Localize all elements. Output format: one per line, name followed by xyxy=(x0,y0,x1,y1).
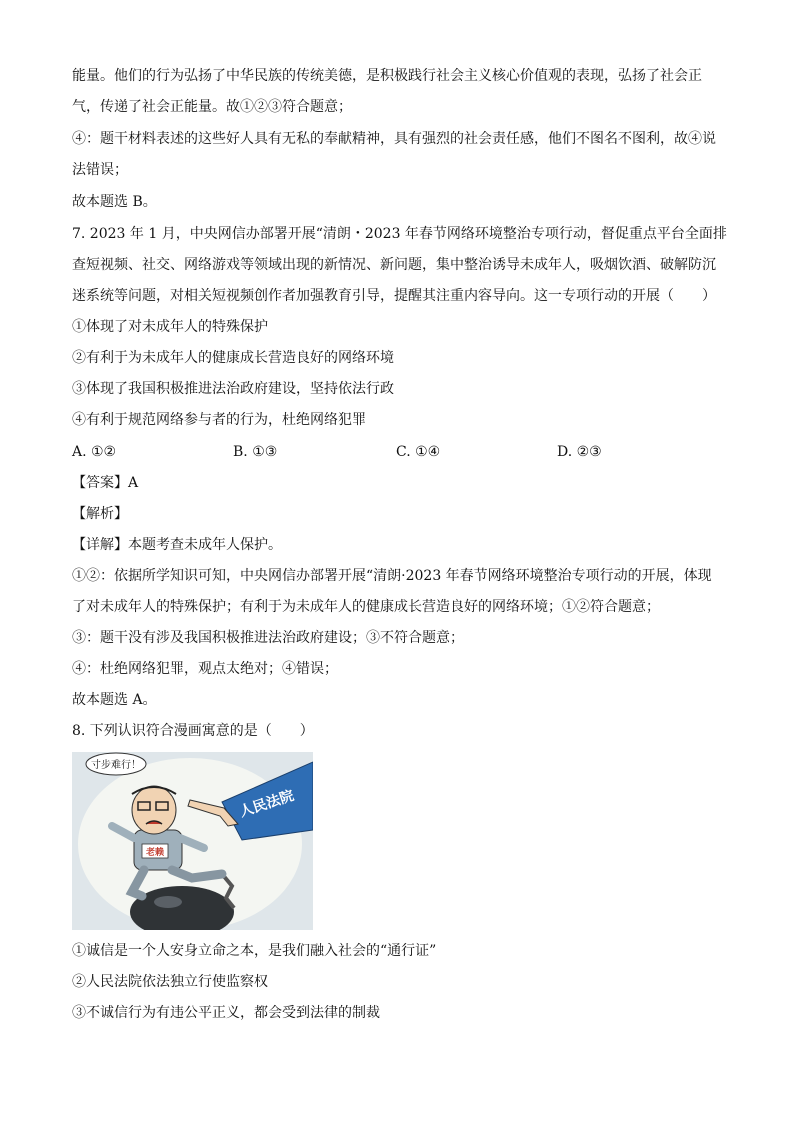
option-d: D. ②③ xyxy=(557,444,602,460)
question-8-item: ①诚信是一个人安身立命之本，是我们融入社会的“通行证” xyxy=(72,943,437,959)
analysis-text-line: 法错误； xyxy=(72,162,128,178)
option-b: B. ①③ xyxy=(233,444,278,460)
cartoon-image xyxy=(72,752,313,930)
option-a: A. ①② xyxy=(72,444,117,460)
analysis-text-line: 气，传递了社会正能量。故①②③符合题意； xyxy=(72,99,352,115)
question-7-item: ②有利于为未成年人的健康成长营造良好的网络环境 xyxy=(72,350,394,366)
question-7-item: ①体现了对未成年人的特殊保护 xyxy=(72,319,268,335)
explanation-line: ①②：依据所学知识可知，中央网信办部署开展“清朗·2023 年春节网络环境整治专项行动的开展，体现 xyxy=(72,568,712,584)
conclusion-text: 故本题选 B。 xyxy=(72,194,157,210)
explanation-line: ③：题干没有涉及我国积极推进法治政府建设；③不符合题意； xyxy=(72,630,464,646)
speech-bubble xyxy=(86,753,146,775)
conclusion-text: 故本题选 A。 xyxy=(72,692,157,708)
question-7-stem: 查短视频、社交、网络游戏等领域出现的新情况、新问题，集中整治诱导未成年人，吸烟饮酒、破解防沉 xyxy=(72,257,716,273)
question-8-item: ②人民法院依法独立行使监察权 xyxy=(72,974,268,990)
badge-text: 老赖 xyxy=(145,848,165,858)
sleeve-text: 人民法院 xyxy=(237,787,296,821)
question-7-stem: 7. 2023 年 1 月，中央网信办部署开展“清朗・2023 年春节网络环境整治专项行动，督促重点平台全面排 xyxy=(72,226,727,242)
answer-line: 【答案】A xyxy=(72,475,139,491)
question-7-item: ④有利于规范网络参与者的行为，杜绝网络犯罪 xyxy=(72,412,366,428)
analysis-text-line: 能量。他们的行为弘扬了中华民族的传统美德，是积极践行社会主义核心价值观的表现，弘扬了社会正 xyxy=(72,68,702,84)
detail-line: 【详解】本题考查未成年人保护。 xyxy=(72,537,282,553)
question-7-stem: 迷系统等问题，对相关短视频创作者加强教育引导，提醒其注重内容导向。这一专项行动的开展（ ） xyxy=(72,288,716,304)
speech-text: 寸步难行！ xyxy=(91,760,141,771)
explanation-line: ④：杜绝网络犯罪，观点太绝对；④错误； xyxy=(72,661,338,677)
explanation-line: 了对未成年人的特殊保护；有利于为未成年人的健康成长营造良好的网络环境；①②符合题意； xyxy=(72,599,660,615)
option-c: C. ①④ xyxy=(396,444,441,460)
question-8-stem: 8. 下列认识符合漫画寓意的是（ ） xyxy=(72,723,314,739)
analysis-text-line: ④：题干材料表述的这些好人具有无私的奉献精神，具有强烈的社会责任感，他们不图名不图利，故④说 xyxy=(72,131,716,147)
question-8-item: ③不诚信行为有违公平正义，都会受到法律的制裁 xyxy=(72,1005,380,1021)
question-7-item: ③体现了我国积极推进法治政府建设，坚持依法行政 xyxy=(72,381,394,397)
analysis-heading: 【解析】 xyxy=(72,506,128,522)
